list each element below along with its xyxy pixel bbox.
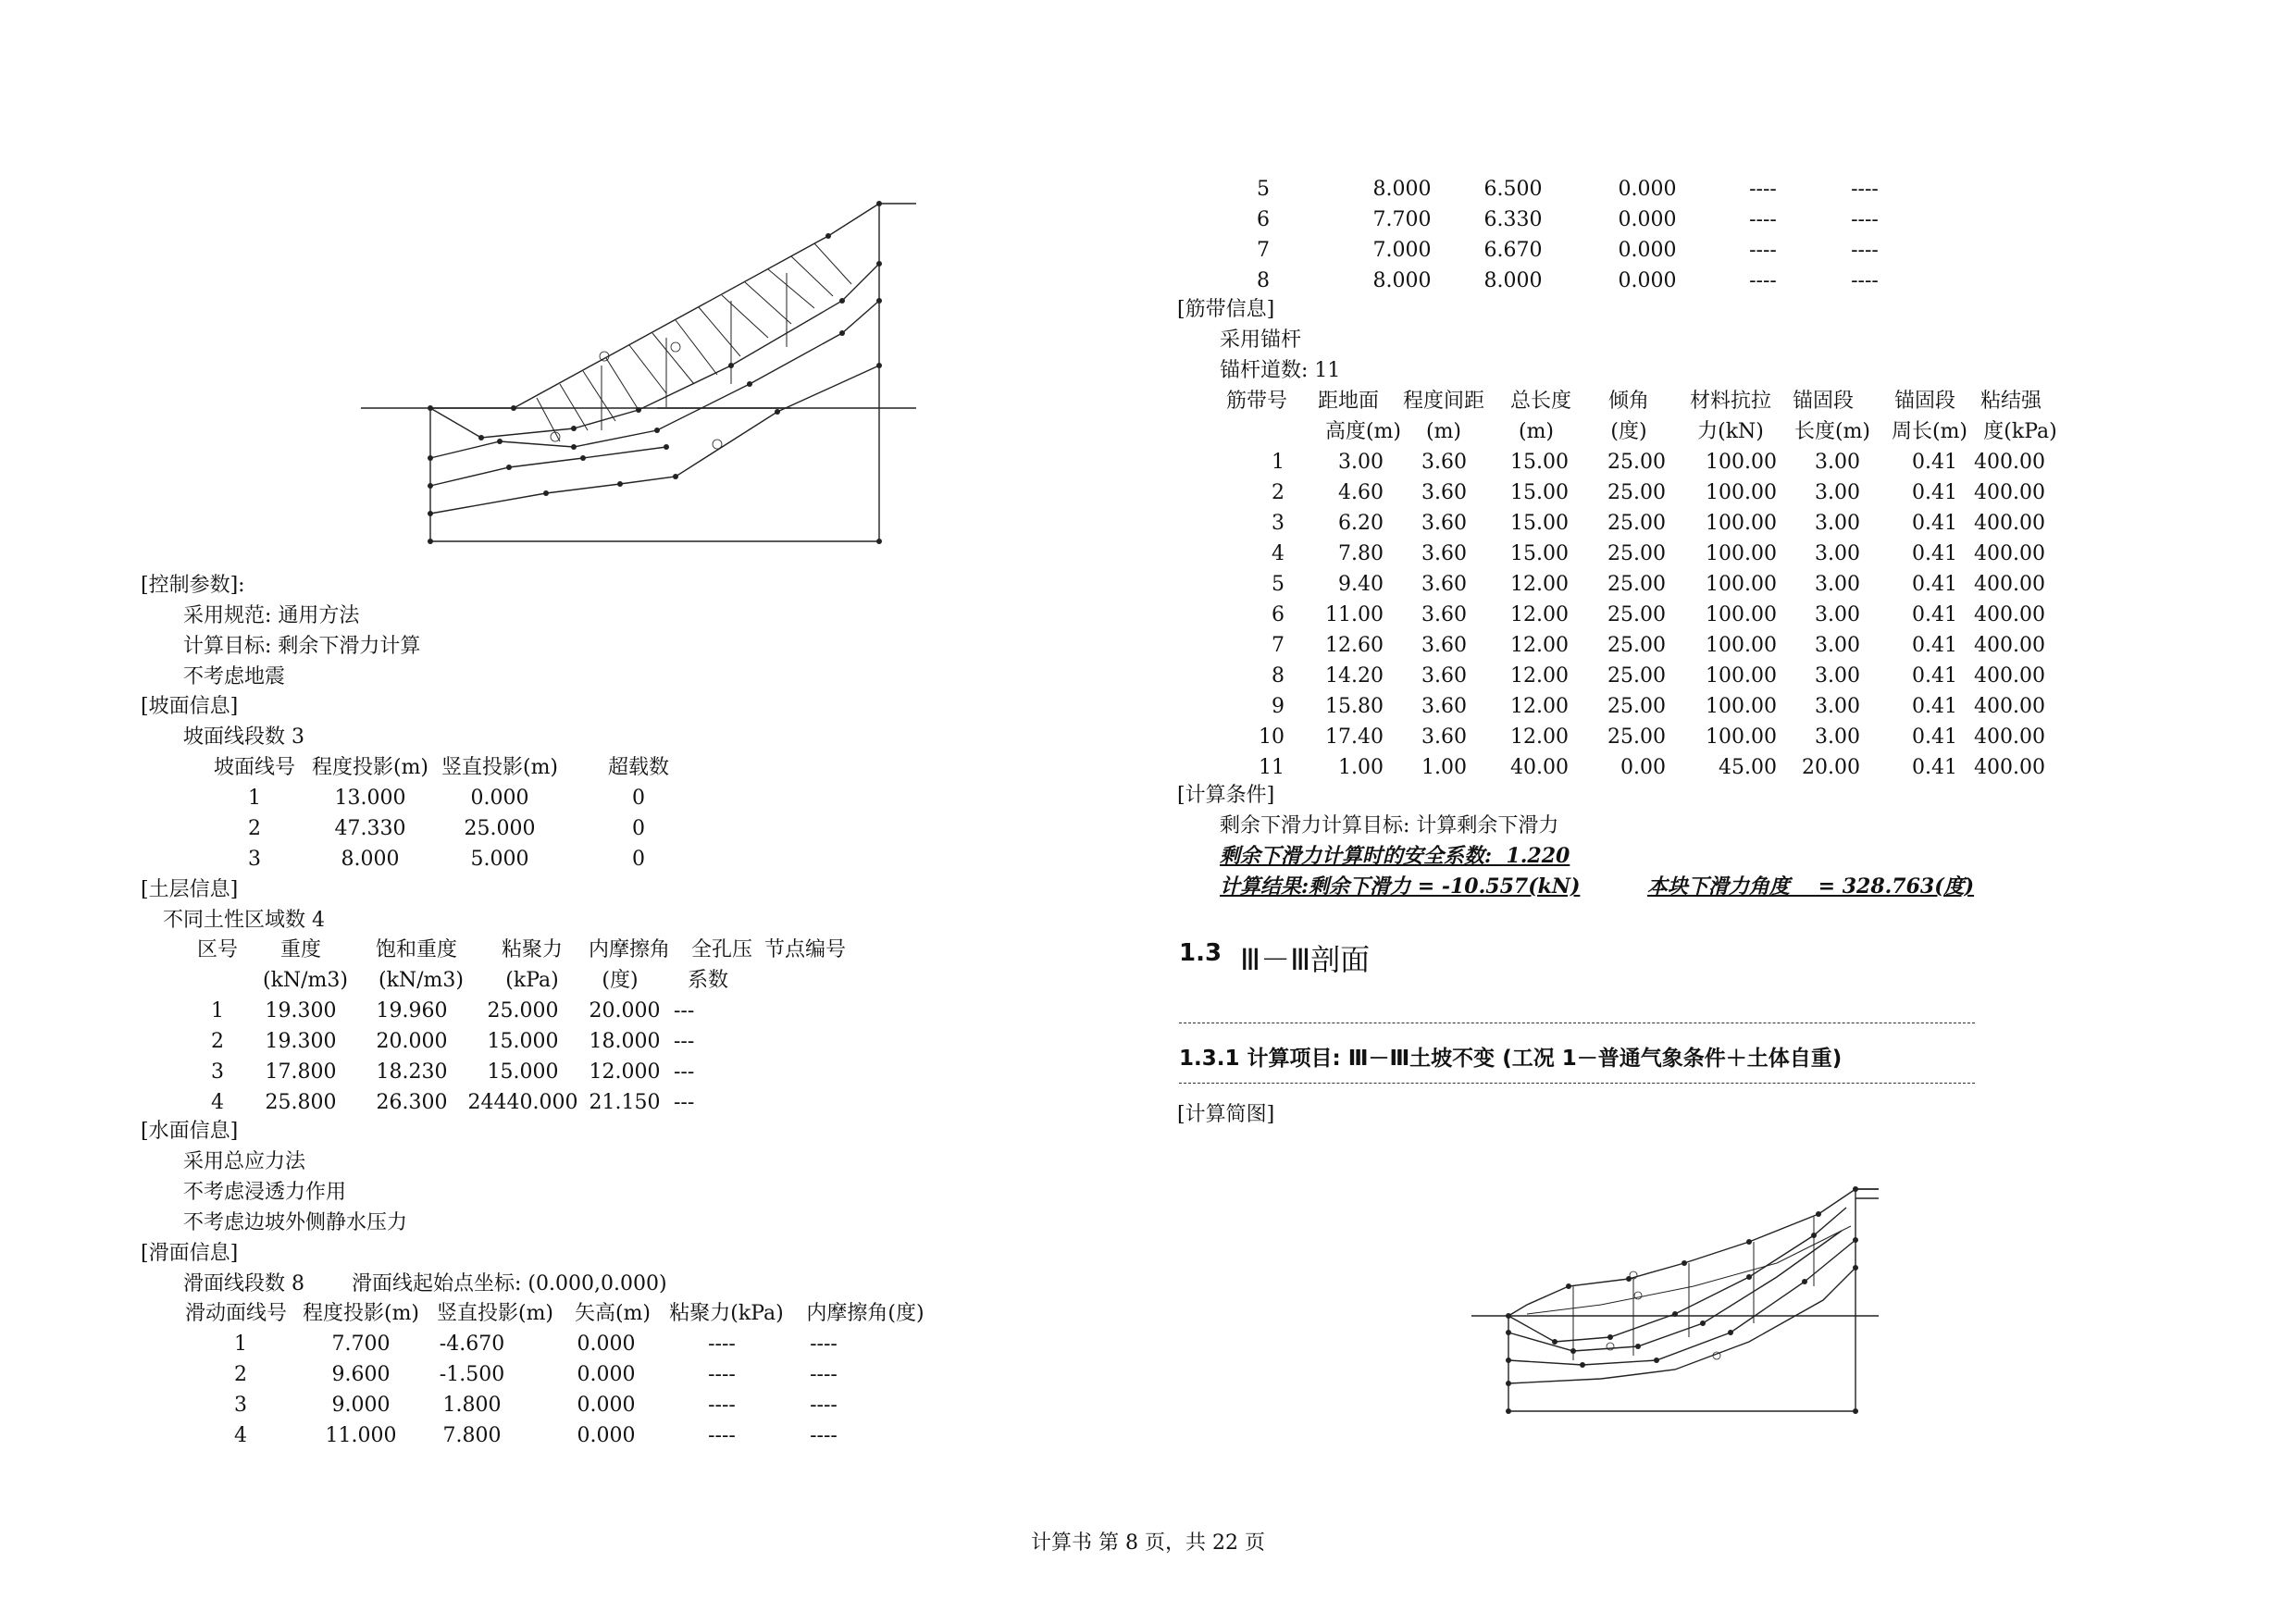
anchor-col-unit: 长度(m) <box>1793 420 1871 443</box>
calc-angle: 本块下滑力角度 = 328.763(度) <box>1647 874 1975 899</box>
slip-cell: 0.000 <box>577 1333 636 1356</box>
anchor-cell: 15.80 <box>1325 695 1384 718</box>
anchor-cell: 3.60 <box>1421 695 1467 718</box>
anchor-cell: 5 <box>1272 573 1285 596</box>
soil-count: 不同土性区域数 4 <box>163 909 325 932</box>
soil-cell: 15.000 <box>487 1060 559 1084</box>
soil-unit-4: 系数 <box>687 969 728 992</box>
anchor-col: 材料抗拉 <box>1689 390 1771 413</box>
slip-col-1: 程度投影(m) <box>302 1302 420 1325</box>
slip-cell: ---- <box>708 1363 736 1386</box>
anchor-cell: 0.41 <box>1912 725 1957 749</box>
soil-cell: 19.300 <box>265 999 337 1023</box>
slip-cell: -1.500 <box>439 1363 505 1386</box>
anchor-cell: 10 <box>1259 725 1285 749</box>
anchor-cell: 3.60 <box>1421 603 1467 626</box>
soil-cell: 25.800 <box>265 1091 337 1114</box>
anchor-cell: 100.00 <box>1706 603 1777 626</box>
soil-col-5: 全孔压 <box>690 938 752 961</box>
anchor-col: 锚固段 <box>1893 390 1955 413</box>
anchor-cell: 3.60 <box>1421 573 1467 596</box>
soil-cell: 26.300 <box>376 1091 448 1114</box>
slip-cell: ---- <box>1851 208 1879 231</box>
slope-col-1: 程度投影(m) <box>311 756 429 779</box>
slope-diagram-top <box>361 199 925 551</box>
subsection-title: 1.3.1 计算项目: Ⅲ－Ⅲ土坡不变 (工况 1－普通气象条件＋土体自重) <box>1179 1047 1843 1071</box>
anchor-cell: 3.60 <box>1421 512 1467 535</box>
slope-cell: 0 <box>632 787 645 810</box>
anchor-col: 倾角 <box>1607 390 1649 413</box>
anchor-cell: 0.00 <box>1620 756 1666 779</box>
anchor-cell: 7 <box>1272 634 1285 657</box>
anchor-cell: 3.60 <box>1421 725 1467 749</box>
soil-cell: 18.000 <box>589 1030 661 1053</box>
slope-cell: 5.000 <box>470 848 529 871</box>
soil-cell: 18.230 <box>376 1060 448 1084</box>
soil-cell: --- <box>674 1091 695 1114</box>
anchor-cell: 12.00 <box>1510 573 1569 596</box>
slip-cell: 0.000 <box>577 1424 636 1447</box>
slip-cell: ---- <box>1851 269 1879 292</box>
anchor-cell: 11.00 <box>1325 603 1384 626</box>
anchor-col-unit: 高度(m) <box>1324 420 1402 443</box>
soil-cell: 12.000 <box>589 1060 661 1084</box>
soil-header: [土层信息] <box>141 878 239 901</box>
soil-col-2: 饱和重度 <box>375 938 457 961</box>
anchor-cell: 100.00 <box>1706 542 1777 565</box>
slip-cell: 5 <box>1257 178 1270 201</box>
slip-cell: 0.000 <box>1618 178 1677 201</box>
slip-cell: 7.700 <box>331 1333 391 1356</box>
soil-cell: 3 <box>211 1060 224 1084</box>
anchor-cell: 100.00 <box>1706 573 1777 596</box>
soil-cell: 19.960 <box>376 999 448 1023</box>
soil-col-0: 区号 <box>196 938 238 961</box>
slip-cell: 2 <box>234 1363 247 1386</box>
anchor-col-unit: (度) <box>1610 420 1647 443</box>
soil-unit-1: (kN/m3) <box>378 969 465 992</box>
anchor-cell: 25.00 <box>1607 725 1666 749</box>
anchor-col: 距地面 <box>1317 390 1379 413</box>
anchor-type: 采用锚杆 <box>1220 329 1302 352</box>
slip-cell: 1.800 <box>442 1394 502 1417</box>
anchor-cell: 8 <box>1272 664 1285 688</box>
slip-cell: 7.700 <box>1372 208 1432 231</box>
anchor-cell: 6 <box>1272 603 1285 626</box>
anchor-cell: 400.00 <box>1974 481 2045 504</box>
anchor-cell: 12.00 <box>1510 725 1569 749</box>
anchor-cell: 100.00 <box>1706 512 1777 535</box>
slope-cell: 13.000 <box>334 787 406 810</box>
control-header: [控制参数]: <box>141 574 245 597</box>
slip-count: 滑面线段数 8 <box>183 1272 304 1295</box>
water-header: [水面信息] <box>141 1120 239 1143</box>
slip-cell: ---- <box>810 1363 838 1386</box>
anchor-cell: 3.60 <box>1421 451 1467 474</box>
anchor-cell: 15.00 <box>1510 451 1569 474</box>
slope-cell: 47.330 <box>334 817 406 840</box>
soil-cell: 20.000 <box>589 999 661 1023</box>
section-number: 1.3 <box>1179 939 1222 967</box>
anchor-cell: 3.00 <box>1338 451 1384 474</box>
anchor-cell: 4.60 <box>1338 481 1384 504</box>
anchor-cell: 400.00 <box>1974 603 2045 626</box>
anchor-cell: 3.60 <box>1421 481 1467 504</box>
slope-cell: 2 <box>248 817 261 840</box>
slope-col-2: 竖直投影(m) <box>441 756 559 779</box>
soil-unit-2: (kPa) <box>505 969 559 992</box>
anchor-cell: 3.00 <box>1815 634 1860 657</box>
anchor-cell: 0.41 <box>1912 573 1957 596</box>
slope-cell: 0 <box>632 848 645 871</box>
anchor-cell: 12.00 <box>1510 634 1569 657</box>
right-column <box>1148 0 2296 1624</box>
slip-cell: ---- <box>708 1394 736 1417</box>
soil-cell: --- <box>674 1030 695 1053</box>
anchor-cell: 0.41 <box>1912 664 1957 688</box>
anchor-cell: 3.60 <box>1421 634 1467 657</box>
slope-col-0: 坡面线号 <box>213 756 295 779</box>
anchor-cell: 400.00 <box>1974 542 2045 565</box>
anchor-col-unit: (m) <box>1518 420 1555 443</box>
anchor-cell: 12.00 <box>1510 695 1569 718</box>
anchor-cell: 3.60 <box>1421 542 1467 565</box>
anchor-cell: 25.00 <box>1607 603 1666 626</box>
anchor-cell: 1 <box>1272 451 1285 474</box>
slip-cell: -4.670 <box>439 1333 505 1356</box>
soil-unit-3: (度) <box>602 969 639 992</box>
anchor-cell: 0.41 <box>1912 695 1957 718</box>
anchor-col: 程度间距 <box>1402 390 1484 413</box>
calc-target: 剩余下滑力计算目标: 计算剩余下滑力 <box>1220 814 1559 837</box>
slope-header: [坡面信息] <box>141 695 239 718</box>
slip-col-0: 滑动面线号 <box>184 1302 287 1325</box>
soil-col-6: 节点编号 <box>763 938 846 961</box>
slip-cell: 6.330 <box>1483 208 1543 231</box>
diagram-label: [计算简图] <box>1177 1103 1275 1126</box>
anchor-cell: 400.00 <box>1974 634 2045 657</box>
water-static: 不考虑边坡外侧静水压力 <box>183 1211 408 1234</box>
slip-cell: 11.000 <box>325 1424 397 1447</box>
anchor-col-unit: (m) <box>1425 420 1462 443</box>
anchor-count: 锚杆道数: 11 <box>1220 359 1341 382</box>
slip-cell: 6.670 <box>1483 239 1543 262</box>
anchor-cell: 400.00 <box>1974 512 2045 535</box>
section-title: Ⅲ－Ⅲ剖面 <box>1240 942 1371 977</box>
anchor-cell: 15.00 <box>1510 542 1569 565</box>
soil-cell: 21.150 <box>589 1091 661 1114</box>
anchor-cell: 0.41 <box>1912 451 1957 474</box>
divider-bottom <box>1179 1083 1975 1084</box>
slip-header: [滑面信息] <box>141 1242 239 1265</box>
anchor-cell: 0.41 <box>1912 756 1957 779</box>
anchor-cell: 25.00 <box>1607 695 1666 718</box>
anchor-header: [筋带信息] <box>1177 298 1275 321</box>
slip-cell: 6 <box>1257 208 1270 231</box>
slip-col-4: 粘聚力(kPa) <box>669 1302 784 1325</box>
control-quake: 不考虑地震 <box>183 665 286 688</box>
anchor-col: 锚固段 <box>1792 390 1854 413</box>
anchor-cell: 100.00 <box>1706 634 1777 657</box>
anchor-cell: 100.00 <box>1706 451 1777 474</box>
anchor-cell: 12.00 <box>1510 664 1569 688</box>
anchor-cell: 11 <box>1259 756 1285 779</box>
anchor-cell: 25.00 <box>1607 481 1666 504</box>
slip-cell: ---- <box>708 1424 736 1447</box>
slope-col-3: 超载数 <box>607 756 669 779</box>
anchor-cell: 400.00 <box>1974 725 2045 749</box>
soil-cell: 17.800 <box>265 1060 337 1084</box>
soil-cell: 24440.000 <box>467 1091 578 1114</box>
soil-col-1: 重度 <box>279 938 321 961</box>
anchor-cell: 6.20 <box>1338 512 1384 535</box>
anchor-cell: 7.80 <box>1338 542 1384 565</box>
anchor-col-unit: 力(kN) <box>1697 420 1764 443</box>
slope-cell: 25.000 <box>464 817 536 840</box>
anchor-cell: 3.00 <box>1815 603 1860 626</box>
anchor-cell: 25.00 <box>1607 634 1666 657</box>
anchor-cell: 15.00 <box>1510 481 1569 504</box>
soil-col-4: 内摩擦角 <box>588 938 670 961</box>
slip-cell: ---- <box>1749 178 1777 201</box>
slip-origin: 滑面线起始点坐标: (0.000,0.000) <box>352 1272 667 1295</box>
anchor-cell: 3.00 <box>1815 451 1860 474</box>
slip-cell: ---- <box>810 1394 838 1417</box>
anchor-cell: 15.00 <box>1510 512 1569 535</box>
soil-cell: --- <box>674 999 695 1023</box>
anchor-cell: 40.00 <box>1510 756 1569 779</box>
anchor-cell: 20.00 <box>1802 756 1860 779</box>
anchor-cell: 100.00 <box>1706 695 1777 718</box>
anchor-cell: 25.00 <box>1607 542 1666 565</box>
anchor-col: 筋带号 <box>1225 390 1287 413</box>
anchor-cell: 12.60 <box>1325 634 1384 657</box>
slip-cell: ---- <box>1749 239 1777 262</box>
slip-cell: 8.000 <box>1372 178 1432 201</box>
slip-col-5: 内摩擦角(度) <box>806 1302 925 1325</box>
anchor-cell: 3.00 <box>1815 695 1860 718</box>
slip-cell: 0.000 <box>577 1363 636 1386</box>
slip-cell: 0.000 <box>577 1394 636 1417</box>
control-spec: 采用规范: 通用方法 <box>183 604 360 627</box>
slip-cell: ---- <box>810 1424 838 1447</box>
anchor-col: 总长度 <box>1509 390 1571 413</box>
anchor-cell: 14.20 <box>1325 664 1384 688</box>
slip-cell: 9.000 <box>331 1394 391 1417</box>
soil-cell: 2 <box>211 1030 224 1053</box>
anchor-cell: 9 <box>1272 695 1285 718</box>
calc-result: 计算结果:剩余下滑力 = -10.557(kN) <box>1220 874 1581 899</box>
anchor-cell: 4 <box>1272 542 1285 565</box>
slip-cell: ---- <box>1749 208 1777 231</box>
anchor-cell: 17.40 <box>1325 725 1384 749</box>
soil-cell: 19.300 <box>265 1030 337 1053</box>
anchor-cell: 3.60 <box>1421 664 1467 688</box>
slip-cell: 8.000 <box>1483 269 1543 292</box>
anchor-cell: 3.00 <box>1815 725 1860 749</box>
anchor-cell: 400.00 <box>1974 573 2045 596</box>
soil-cell: 15.000 <box>487 1030 559 1053</box>
anchor-cell: 1.00 <box>1338 756 1384 779</box>
slip-cell: ---- <box>1851 178 1879 201</box>
anchor-cell: 0.41 <box>1912 481 1957 504</box>
anchor-cell: 45.00 <box>1719 756 1777 779</box>
slip-cell: 0.000 <box>1618 269 1677 292</box>
anchor-cell: 2 <box>1272 481 1285 504</box>
anchor-cell: 100.00 <box>1706 481 1777 504</box>
slip-cell: 1 <box>234 1333 247 1356</box>
anchor-cell: 25.00 <box>1607 512 1666 535</box>
soil-col-3: 粘聚力 <box>501 938 563 961</box>
control-target: 计算目标: 剩余下滑力计算 <box>183 635 421 658</box>
slip-cell: ---- <box>810 1333 838 1356</box>
anchor-cell: 400.00 <box>1974 451 2045 474</box>
anchor-cell: 3.00 <box>1815 512 1860 535</box>
slip-cell: 7.000 <box>1372 239 1432 262</box>
anchor-cell: 400.00 <box>1974 664 2045 688</box>
slope-diagram-bottom <box>1471 1175 1879 1425</box>
slip-cell: 4 <box>234 1424 247 1447</box>
soil-cell: 4 <box>211 1091 224 1114</box>
anchor-cell: 25.00 <box>1607 451 1666 474</box>
slip-cell: 3 <box>234 1394 247 1417</box>
slip-col-2: 竖直投影(m) <box>436 1302 554 1325</box>
anchor-cell: 3.00 <box>1815 664 1860 688</box>
soil-cell: 25.000 <box>487 999 559 1023</box>
slip-cell: 7.800 <box>442 1424 502 1447</box>
slip-cell: 8.000 <box>1372 269 1432 292</box>
anchor-cell: 0.41 <box>1912 512 1957 535</box>
soil-cell: 20.000 <box>376 1030 448 1053</box>
calc-header: [计算条件] <box>1177 784 1275 807</box>
anchor-cell: 400.00 <box>1974 695 2045 718</box>
slope-count: 坡面线段数 3 <box>183 725 304 749</box>
slope-cell: 8.000 <box>341 848 400 871</box>
slope-cell: 1 <box>248 787 261 810</box>
anchor-col: 粘结强 <box>1980 390 2042 413</box>
water-seepage: 不考虑浸透力作用 <box>183 1181 347 1204</box>
anchor-cell: 3.00 <box>1815 481 1860 504</box>
slip-cell: 9.600 <box>331 1363 391 1386</box>
slip-cell: 8 <box>1257 269 1270 292</box>
slip-cell: ---- <box>1749 269 1777 292</box>
anchor-cell: 25.00 <box>1607 573 1666 596</box>
anchor-cell: 0.41 <box>1912 542 1957 565</box>
anchor-cell: 100.00 <box>1706 664 1777 688</box>
slip-cell: 7 <box>1257 239 1270 262</box>
soil-cell: --- <box>674 1060 695 1084</box>
anchor-cell: 0.41 <box>1912 634 1957 657</box>
slip-cell: 6.500 <box>1483 178 1543 201</box>
anchor-cell: 3.00 <box>1815 573 1860 596</box>
slope-cell: 0 <box>632 817 645 840</box>
anchor-cell: 3 <box>1272 512 1285 535</box>
anchor-cell: 9.40 <box>1338 573 1384 596</box>
page-footer: 计算书 第 8 页，共 22 页 <box>1031 1531 1265 1555</box>
slip-cell: ---- <box>1851 239 1879 262</box>
slope-cell: 3 <box>248 848 261 871</box>
anchor-cell: 25.00 <box>1607 664 1666 688</box>
anchor-cell: 0.41 <box>1912 603 1957 626</box>
slip-cell: 0.000 <box>1618 239 1677 262</box>
anchor-cell: 400.00 <box>1974 756 2045 779</box>
soil-unit-0: (kN/m3) <box>262 969 349 992</box>
soil-cell: 1 <box>211 999 224 1023</box>
anchor-col-unit: 度(kPa) <box>1983 420 2057 443</box>
slip-cell: ---- <box>708 1333 736 1356</box>
slope-cell: 0.000 <box>470 787 529 810</box>
anchor-cell: 100.00 <box>1706 725 1777 749</box>
slip-cell: 0.000 <box>1618 208 1677 231</box>
anchor-cell: 3.00 <box>1815 542 1860 565</box>
anchor-cell: 1.00 <box>1421 756 1467 779</box>
water-method: 采用总应力法 <box>183 1150 306 1173</box>
anchor-cell: 12.00 <box>1510 603 1569 626</box>
calc-safety: 剩余下滑力计算时的安全系数: 1.220 <box>1220 844 1570 868</box>
anchor-col-unit: 周长(m) <box>1891 420 1968 443</box>
slip-col-3: 矢高(m) <box>574 1302 652 1325</box>
